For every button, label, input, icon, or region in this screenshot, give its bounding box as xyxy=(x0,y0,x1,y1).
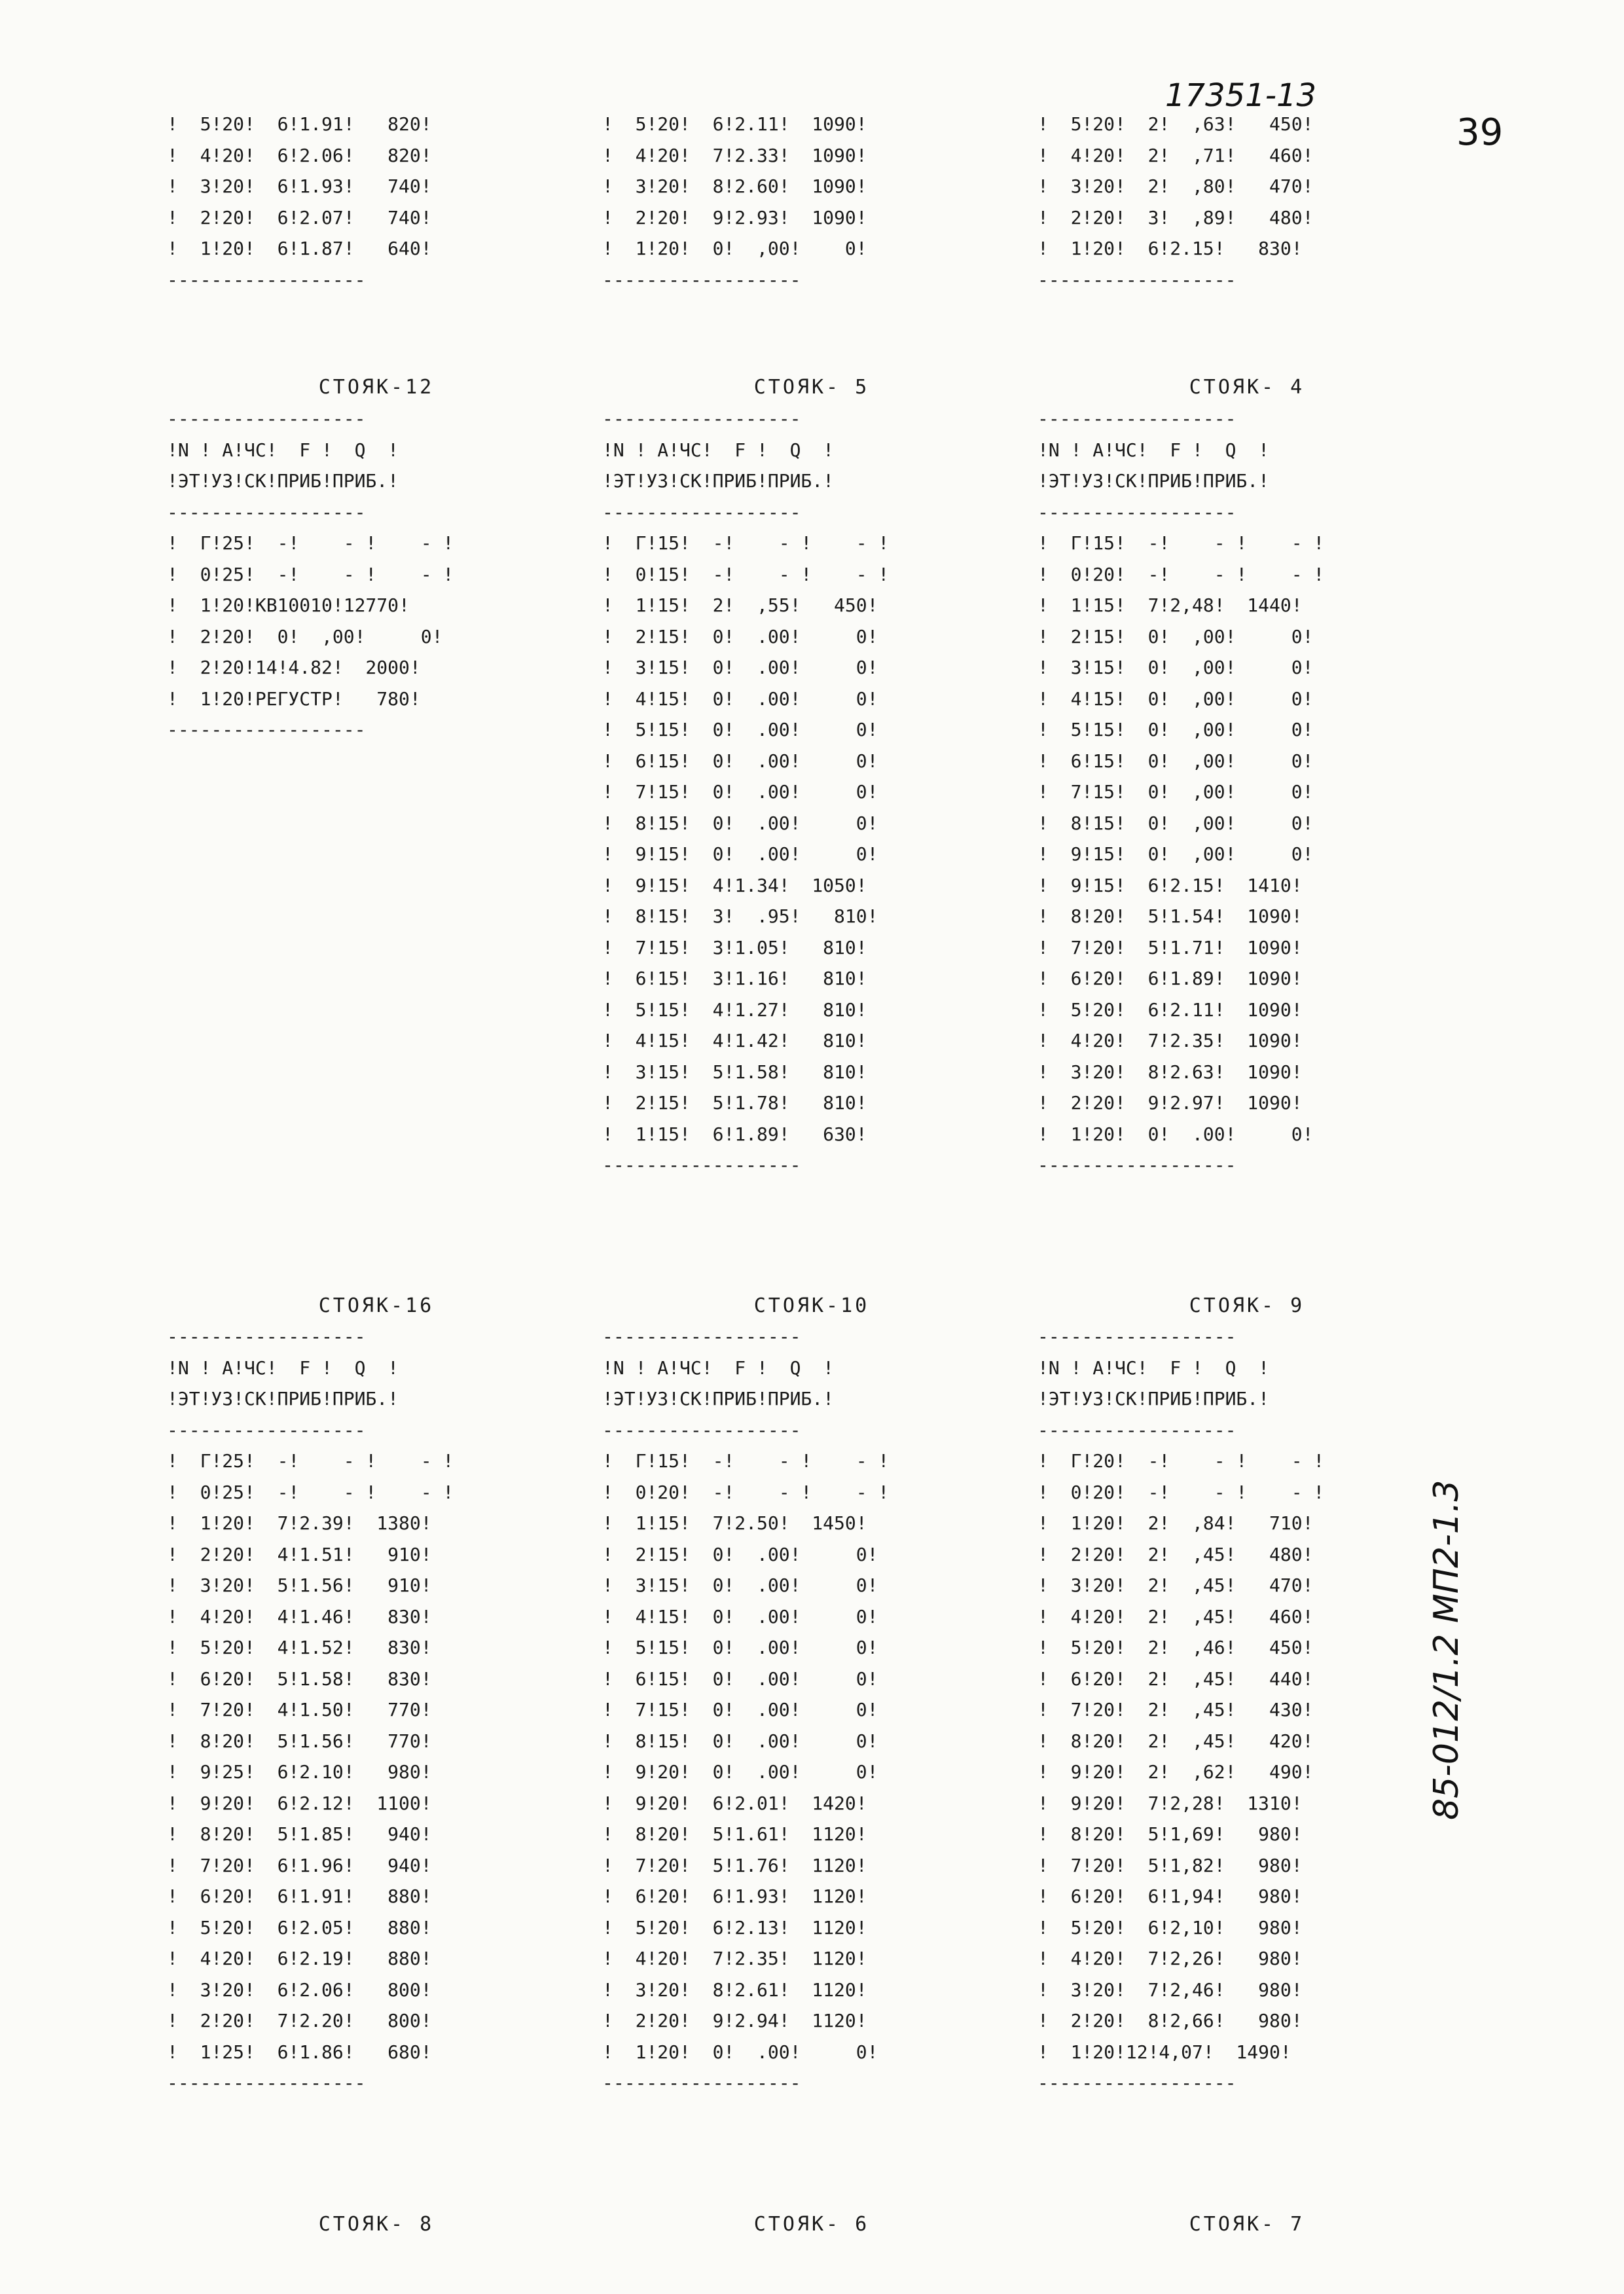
table-title-stoyak-10: СТОЯК-10 xyxy=(753,1294,870,1317)
table-rule-top: ------------------ xyxy=(602,408,801,429)
table-rule-bottom: ------------------ xyxy=(602,2072,801,2094)
table-row: ! 1!20! 6!1.87! 640! xyxy=(167,238,432,259)
table-row: ! 2!15! 0! ,00! 0! xyxy=(1038,625,1314,647)
table-row: ! 8!15! 0! ,00! 0! xyxy=(1038,812,1314,834)
table-row: ! 9!15! 6!2.15! 1410! xyxy=(1038,874,1303,896)
table-row: ! 4!15! 4!1.42! 810! xyxy=(602,1030,867,1051)
table-row: ! 7!20! 5!1,82! 980! xyxy=(1038,1854,1303,1876)
table-row: ! 0!25! -! - ! - ! xyxy=(167,563,454,585)
table-row: ! 7!20! 4!1.50! 770! xyxy=(167,1699,432,1720)
table-rule-bottom: ------------------ xyxy=(167,719,366,740)
table-rule-mid: ------------------ xyxy=(602,501,801,523)
table-row: ! 0!20! -! - ! - ! xyxy=(1038,1481,1325,1503)
table-row: ! 5!20! 6!2.11! 1090! xyxy=(602,113,867,135)
table-title-stoyak-9: СТОЯК- 9 xyxy=(1189,1294,1305,1317)
table-row: ! 6!15! 0! ,00! 0! xyxy=(1038,750,1314,772)
table-row: ! 1!20! 2! ,84! 710! xyxy=(1038,1512,1314,1534)
table-row: ! 3!20! 2! ,45! 470! xyxy=(1038,1575,1314,1596)
table-row: ! 3!20! 8!2.60! 1090! xyxy=(602,175,867,197)
table-rule-bottom: ------------------ xyxy=(1038,268,1236,291)
table-title-stoyak-12: СТОЯК-12 xyxy=(318,376,435,399)
table-row: ! 7!20! 6!1.96! 940! xyxy=(167,1854,432,1876)
table-row: ! 8!20! 5!1,69! 980! xyxy=(1038,1823,1303,1845)
table-stoyak-5 xyxy=(602,403,1021,1181)
table-row: ! 4!20! 7!2.35! 1090! xyxy=(1038,1030,1303,1051)
table-stoyak-12 xyxy=(167,403,586,746)
table-row: ! 2!20! 7!2.20! 800! xyxy=(167,2010,432,2031)
table-header-row-1: !N ! А!ЧС! F ! Q ! xyxy=(167,1356,399,1379)
table-row: ! 8!20! 5!1.56! 770! xyxy=(167,1730,432,1752)
table-row: ! 3!15! 0! ,00! 0! xyxy=(1038,657,1314,678)
table-rows xyxy=(167,1446,586,2067)
table-row: ! Г!15! -! - ! - ! xyxy=(1038,532,1325,554)
table-stoyak-16 xyxy=(167,1321,586,2099)
table-rule-top: ------------------ xyxy=(167,1326,366,1347)
table-rule-mid: ------------------ xyxy=(1038,501,1236,523)
table-title-stoyak-5: СТОЯК- 5 xyxy=(753,376,870,399)
table-row: ! 1!20! 0! .00! 0! xyxy=(1038,1123,1314,1145)
table-row: ! 1!15! 7!2,48! 1440! xyxy=(1038,594,1303,616)
table-row: ! Г!20! -! - ! - ! xyxy=(1038,1450,1325,1472)
table-row: ! 4!20! 7!2,26! 980! xyxy=(1038,1948,1303,1969)
table-rule-mid: ------------------ xyxy=(167,501,366,523)
table-header-row-2: !ЭТ!УЗ!СК!ПРИБ!ПРИБ.! xyxy=(602,470,835,492)
table-row: ! 2!20!14!4.82! 2000! xyxy=(167,657,421,678)
table-row: ! 2!15! 5!1.78! 810! xyxy=(602,1092,867,1114)
table-row: ! 5!20! 6!1.91! 820! xyxy=(167,113,432,135)
table-header-row-1: !N ! А!ЧС! F ! Q ! xyxy=(167,439,399,461)
table-row: ! 4!20! 6!2.06! 820! xyxy=(167,144,432,166)
table-row: ! 7!15! 0! .00! 0! xyxy=(602,1699,878,1720)
table-row: ! 2!20! 9!2.94! 1120! xyxy=(602,2010,867,2031)
handwritten-page-number: 39 xyxy=(1456,111,1504,154)
table-row: ! 4!15! 0! .00! 0! xyxy=(602,1605,878,1628)
table-row: ! 9!20! 7!2,28! 1310! xyxy=(1038,1792,1303,1814)
table-row: ! 9!15! 0! ,00! 0! xyxy=(1038,843,1314,865)
table-header-row-2: !ЭТ!УЗ!СК!ПРИБ!ПРИБ.! xyxy=(167,1388,399,1410)
table-row: ! 1!15! 6!1.89! 630! xyxy=(602,1123,867,1145)
table-row: ! 5!15! 0! .00! 0! xyxy=(602,719,878,740)
table-continued-3 xyxy=(1038,109,1456,295)
table-row: ! Г!15! -! - ! - ! xyxy=(602,1450,890,1472)
table-row: ! 6!15! 0! .00! 0! xyxy=(602,1667,878,1690)
table-title-stoyak-8: СТОЯК- 8 xyxy=(318,2213,435,2236)
table-row: ! 7!20! 5!1.71! 1090! xyxy=(1038,936,1303,958)
table-row: ! 9!20! 0! .00! 0! xyxy=(602,1761,878,1783)
table-title-stoyak-7: СТОЯК- 7 xyxy=(1189,2213,1305,2236)
table-rows xyxy=(1038,528,1456,1150)
table-row: ! Г!25! -! - ! - ! xyxy=(167,1450,454,1472)
table-row: ! 8!20! 2! ,45! 420! xyxy=(1038,1730,1314,1752)
table-row: ! 8!20! 5!1.85! 940! xyxy=(167,1823,432,1845)
table-rows xyxy=(167,109,586,264)
table-row: ! 3!20! 8!2.63! 1090! xyxy=(1038,1061,1303,1083)
table-rows xyxy=(1038,1446,1456,2067)
table-rule-mid: ------------------ xyxy=(602,1419,801,1441)
handwritten-doc-number: 17351-13 xyxy=(1165,77,1317,114)
table-row: ! 1!15! 7!2.50! 1450! xyxy=(602,1512,867,1534)
table-row: ! 3!15! 0! .00! 0! xyxy=(602,1575,878,1596)
table-row: ! 0!15! -! - ! - ! xyxy=(602,563,890,585)
table-row: ! 6!15! 3!1.16! 810! xyxy=(602,968,867,989)
table-title-stoyak-16: СТОЯК-16 xyxy=(318,1294,435,1317)
table-row: ! 9!15! 0! .00! 0! xyxy=(602,843,878,865)
table-continued-2 xyxy=(602,109,1021,295)
table-rows xyxy=(602,109,1021,264)
table-row: ! 4!20! 4!1.46! 830! xyxy=(167,1605,432,1628)
table-row: ! 6!15! 0! .00! 0! xyxy=(602,750,878,772)
table-row: ! 0!20! -! - ! - ! xyxy=(602,1481,890,1503)
table-row: ! 4!20! 7!2.35! 1120! xyxy=(602,1948,867,1969)
table-header-row-2: !ЭТ!УЗ!СК!ПРИБ!ПРИБ.! xyxy=(167,470,399,492)
table-rows xyxy=(167,528,586,714)
table-row: ! 2!20! 3! ,89! 480! xyxy=(1038,206,1314,228)
table-header-row-1: !N ! А!ЧС! F ! Q ! xyxy=(602,439,835,461)
table-row: ! 5!15! 4!1.27! 810! xyxy=(602,998,867,1021)
table-rule-top: ------------------ xyxy=(1038,408,1236,429)
table-row: ! 7!20! 5!1.76! 1120! xyxy=(602,1854,867,1876)
table-row: ! 4!20! 6!2.19! 880! xyxy=(167,1948,432,1969)
table-row: ! 7!15! 3!1.05! 810! xyxy=(602,936,867,958)
table-header-row-1: !N ! А!ЧС! F ! Q ! xyxy=(602,1356,835,1379)
table-row: ! 9!15! 4!1.34! 1050! xyxy=(602,874,867,896)
table-row: ! 9!20! 6!2.12! 1100! xyxy=(167,1792,432,1814)
table-row: ! 1!20!РЕГУСТР! 780! xyxy=(167,687,421,710)
table-row: ! 4!20! 2! ,45! 460! xyxy=(1038,1605,1314,1628)
table-row: ! 0!25! -! - ! - ! xyxy=(167,1481,454,1503)
table-row: ! 2!20! 9!2.93! 1090! xyxy=(602,206,867,228)
table-header-row-2: !ЭТ!УЗ!СК!ПРИБ!ПРИБ.! xyxy=(1038,1388,1270,1410)
table-row: ! 1!20! 0! ,00! 0! xyxy=(602,238,867,259)
table-rule-bottom: ------------------ xyxy=(602,1154,801,1176)
table-header-row-2: !ЭТ!УЗ!СК!ПРИБ!ПРИБ.! xyxy=(1038,470,1270,492)
table-row: ! 6!20! 5!1.58! 830! xyxy=(167,1667,432,1690)
table-row: ! 4!20! 2! ,71! 460! xyxy=(1038,144,1314,166)
handwritten-side-code: 85-012/1.2 МП2-1.3 xyxy=(1427,1480,1466,1820)
table-row: ! 2!15! 0! .00! 0! xyxy=(602,625,878,647)
table-row: ! 2!20! 4!1.51! 910! xyxy=(167,1543,432,1565)
table-row: ! 5!15! 0! ,00! 0! xyxy=(1038,719,1314,740)
table-row: ! 3!15! 5!1.58! 810! xyxy=(602,1061,867,1083)
table-row: ! 7!15! 0! ,00! 0! xyxy=(1038,781,1314,803)
table-row: ! 6!20! 6!1.91! 880! xyxy=(167,1885,432,1907)
table-row: ! 3!20! 2! ,80! 470! xyxy=(1038,175,1314,197)
table-row: ! 5!15! 0! .00! 0! xyxy=(602,1637,878,1658)
table-row: ! 8!20! 5!1.54! 1090! xyxy=(1038,905,1303,927)
table-title-stoyak-4: СТОЯК- 4 xyxy=(1189,376,1305,399)
table-header-row-2: !ЭТ!УЗ!СК!ПРИБ!ПРИБ.! xyxy=(602,1388,835,1410)
table-row: ! 6!20! 2! ,45! 440! xyxy=(1038,1667,1314,1690)
table-row: ! 5!20! 4!1.52! 830! xyxy=(167,1637,432,1658)
table-rule-top: ------------------ xyxy=(1038,1326,1236,1347)
table-row: ! 1!25! 6!1.86! 680! xyxy=(167,2041,432,2063)
table-continued-1 xyxy=(167,109,586,295)
table-row: ! 4!20! 7!2.33! 1090! xyxy=(602,144,867,166)
table-row: ! 3!15! 0! .00! 0! xyxy=(602,657,878,678)
table-rule-mid: ------------------ xyxy=(167,1419,366,1441)
table-rule-bottom: ------------------ xyxy=(602,268,801,291)
table-row: ! 7!20! 2! ,45! 430! xyxy=(1038,1699,1314,1720)
table-row: ! 2!15! 0! .00! 0! xyxy=(602,1543,878,1565)
table-row: ! 5!20! 6!2.05! 880! xyxy=(167,1916,432,1939)
table-row: ! 2!20! 0! ,00! 0! xyxy=(167,625,443,647)
table-row: ! 1!20! 7!2.39! 1380! xyxy=(167,1512,432,1534)
table-row: ! 3!20! 5!1.56! 910! xyxy=(167,1575,432,1596)
table-stoyak-10 xyxy=(602,1321,1021,2099)
table-row: ! Г!15! -! - ! - ! xyxy=(602,532,890,554)
table-row: ! 3!20! 6!2.06! 800! xyxy=(167,1978,432,2001)
table-row: ! Г!25! -! - ! - ! xyxy=(167,532,454,554)
table-row: ! 2!20! 8!2,66! 980! xyxy=(1038,2010,1303,2031)
table-row: ! 8!15! 0! .00! 0! xyxy=(602,1730,878,1752)
table-row: ! 1!20! 6!2.15! 830! xyxy=(1038,238,1303,259)
table-row: ! 2!20! 2! ,45! 480! xyxy=(1038,1543,1314,1565)
table-row: ! 9!20! 2! ,62! 490! xyxy=(1038,1761,1314,1783)
table-row: ! 2!20! 6!2.07! 740! xyxy=(167,206,432,228)
table-rule-bottom: ------------------ xyxy=(1038,1154,1236,1176)
table-row: ! 5!20! 6!2.13! 1120! xyxy=(602,1916,867,1939)
table-rule-bottom: ------------------ xyxy=(167,2072,366,2094)
table-row: ! 1!20!КВ10010!12770! xyxy=(167,594,410,616)
table-rule-mid: ------------------ xyxy=(1038,1419,1236,1441)
table-row: ! 6!20! 6!1,94! 980! xyxy=(1038,1885,1303,1907)
table-rule-top: ------------------ xyxy=(167,408,366,429)
table-rule-top: ------------------ xyxy=(602,1326,801,1347)
table-row: ! 1!15! 2! ,55! 450! xyxy=(602,594,878,616)
table-title-stoyak-6: СТОЯК- 6 xyxy=(753,2213,870,2236)
table-row: ! 9!20! 6!2.01! 1420! xyxy=(602,1792,867,1814)
table-row: ! 1!20! 0! .00! 0! xyxy=(602,2041,878,2063)
table-row: ! 5!20! 2! ,63! 450! xyxy=(1038,113,1314,135)
table-stoyak-9 xyxy=(1038,1321,1456,2099)
table-row: ! 5!20! 6!2.11! 1090! xyxy=(1038,998,1303,1021)
table-row: ! 8!15! 3! .95! 810! xyxy=(602,905,878,927)
table-row: ! 8!15! 0! .00! 0! xyxy=(602,812,878,834)
table-row: ! 6!20! 6!1.93! 1120! xyxy=(602,1885,867,1907)
table-header-row-1: !N ! А!ЧС! F ! Q ! xyxy=(1038,439,1270,461)
table-row: ! 3!20! 7!2,46! 980! xyxy=(1038,1978,1303,2001)
table-row: ! 4!15! 0! .00! 0! xyxy=(602,687,878,710)
table-row: ! 2!20! 9!2.97! 1090! xyxy=(1038,1092,1303,1114)
table-row: ! 5!20! 6!2,10! 980! xyxy=(1038,1916,1303,1939)
table-row: ! 7!15! 0! .00! 0! xyxy=(602,781,878,803)
table-row: ! 4!15! 0! ,00! 0! xyxy=(1038,687,1314,710)
table-rule-bottom: ------------------ xyxy=(1038,2072,1236,2094)
table-row: ! 9!25! 6!2.10! 980! xyxy=(167,1761,432,1783)
table-row: ! 5!20! 2! ,46! 450! xyxy=(1038,1637,1314,1658)
table-row: ! 6!20! 6!1.89! 1090! xyxy=(1038,968,1303,989)
table-rows xyxy=(602,528,1021,1150)
table-row: ! 3!20! 8!2.61! 1120! xyxy=(602,1978,867,2001)
table-header-row-1: !N ! А!ЧС! F ! Q ! xyxy=(1038,1356,1270,1379)
table-row: ! 8!20! 5!1.61! 1120! xyxy=(602,1823,867,1845)
table-rows xyxy=(602,1446,1021,2067)
table-rule-bottom: ------------------ xyxy=(167,268,366,291)
table-stoyak-4 xyxy=(1038,403,1456,1181)
table-row: ! 3!20! 6!1.93! 740! xyxy=(167,175,432,197)
table-row: ! 0!20! -! - ! - ! xyxy=(1038,563,1325,585)
table-row: ! 1!20!12!4,07! 1490! xyxy=(1038,2041,1291,2063)
table-rows xyxy=(1038,109,1456,264)
